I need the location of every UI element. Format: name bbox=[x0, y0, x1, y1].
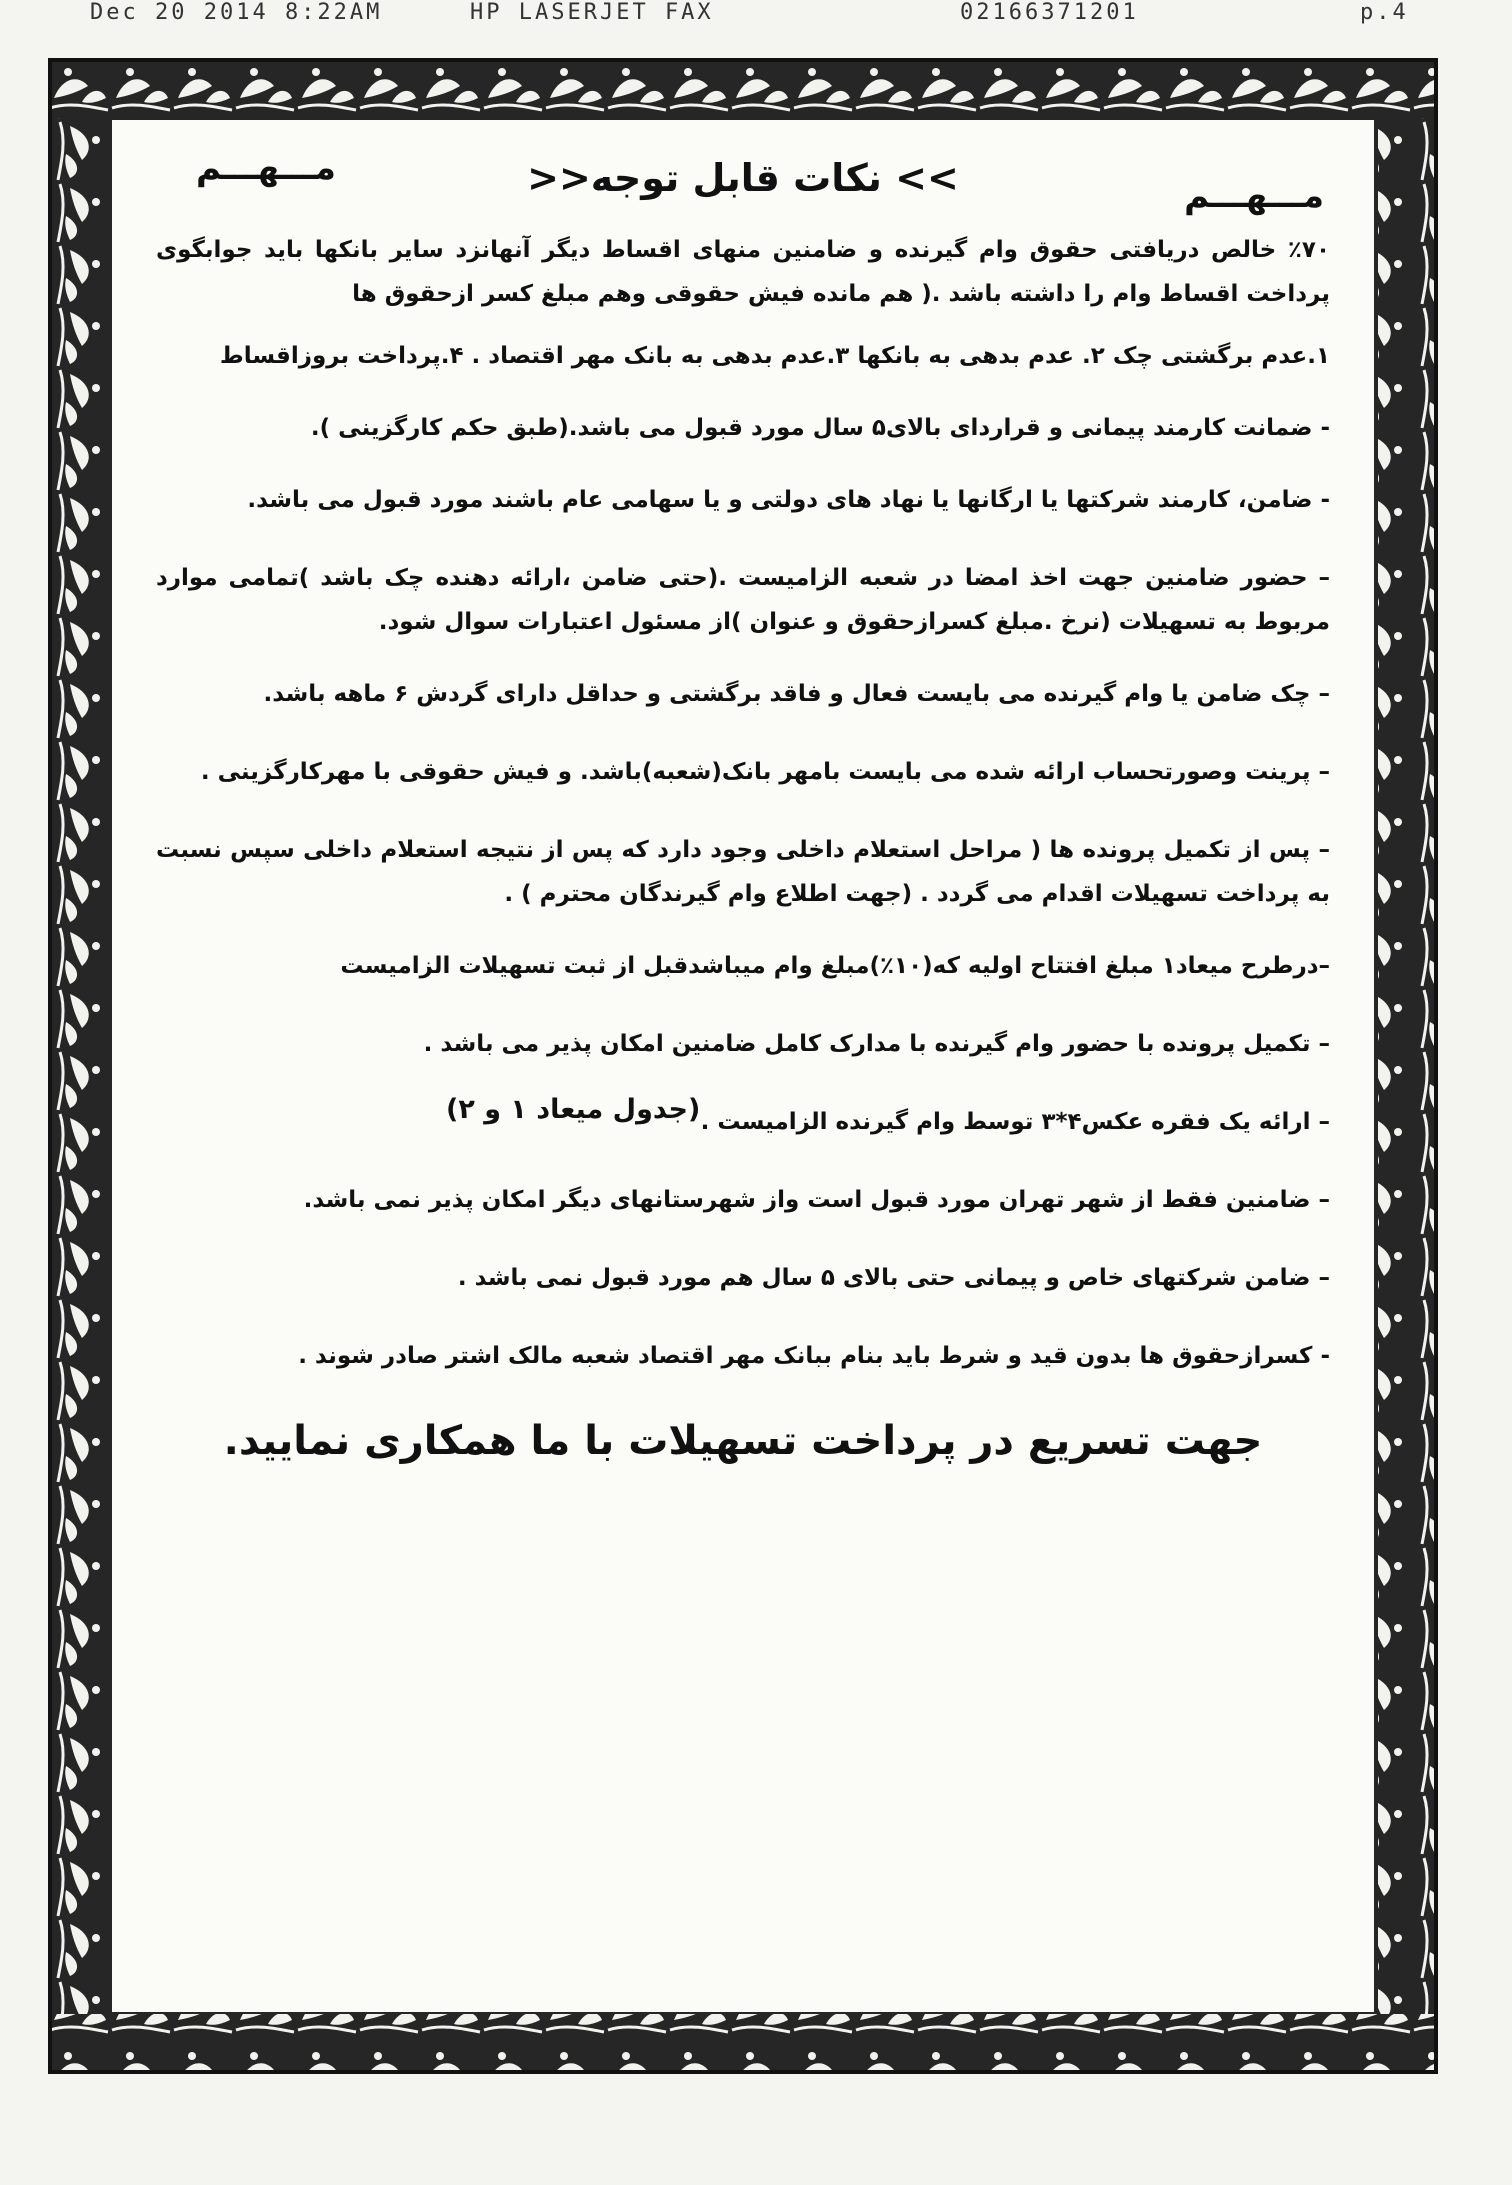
list-item: – تکمیل پرونده با حضور وام گیرنده با مدارک کامل ضامنین امکان پذیر می باشد . bbox=[423, 1031, 1330, 1057]
list-item: - ضامن، کارمند شرکتها یا ارگانها یا نهاد های دولتی و یا سهامی عام باشند مورد قبول می باشد. bbox=[247, 487, 1330, 513]
list-item: – ضامنین فقط از شهر تهران مورد قبول است واز شهرستانهای دیگر امکان پذیر نمی باشد. bbox=[303, 1187, 1330, 1213]
list-item: - کسرازحقوق ها بدون قید و شرط باید بنام ببانک مهر اقتصاد شعبه مالک اشتر صادر شوند . bbox=[298, 1343, 1330, 1369]
list-item: – ضامن شرکتهای خاص و پیمانی حتی بالای ۵ سال هم مورد قبول نمی باشد . bbox=[457, 1265, 1330, 1291]
fax-page-number: p.4 bbox=[1360, 0, 1409, 25]
important-label-right: مـــهـــم bbox=[1184, 176, 1324, 216]
fax-header bbox=[0, 0, 1512, 30]
closing-message: جهت تسریع در پرداخت تسهیلات با ما همکاری نمایید. bbox=[223, 1418, 1263, 1464]
list-item: – حضور ضامنین جهت اخذ امضا در شعبه الزامیست .(حتی ضامن ،ارائه دهنده چک باشد )تمامی موارد مربوط به تسهیلات (نرخ .مبلغ کسرازحقوق و عنوان )از مسئول اعتبارات سوال شود. bbox=[156, 565, 1330, 635]
title-row bbox=[156, 148, 1330, 228]
list-item: - ضمانت کارمند پیمانی و قراردای بالای۵ سال مورد قبول می باشد.(طبق حکم کارگزینی ). bbox=[310, 415, 1330, 441]
list-item: – چک ضامن یا وام گیرنده می بایست فعال و فاقد برگشتی و حداقل دارای گردش ۶ ماهه باشد. bbox=[263, 681, 1330, 707]
notice-content bbox=[112, 120, 1374, 2012]
list-item: – پس از تکمیل پرونده ها ( مراحل استعلام داخلی وجود دارد که پس از نتیجه استعلام داخلی سپس نسبت به پرداخت تسهیلات اقدام می گردد . (جهت اطلاع وام گیرندگان محترم ) . bbox=[156, 837, 1330, 907]
decorative-leaf-border bbox=[48, 58, 1438, 2074]
photo-requirement-row bbox=[156, 1094, 1330, 1144]
list-item: –درطرح میعاد۱ مبلغ افتتاح اولیه که(۱۰٪)مبلغ وام میباشدقبل از ثبت تسهیلات الزامیست bbox=[340, 953, 1330, 979]
list-item: – ارائه یک فقره عکس۴*۳ توسط وام گیرنده الزامیست . bbox=[700, 1109, 1330, 1135]
fax-device: HP LASERJET FAX bbox=[470, 0, 714, 25]
list-item: – پرینت وصورتحساب ارائه شده می بایست بامهر بانک(شعبه)باشد. و فیش حقوقی با مهرکارگزینی . bbox=[200, 759, 1330, 785]
fax-phone: 02166371201 bbox=[960, 0, 1139, 25]
list-item: ٪۷۰ خالص دریافتی حقوق وام گیرنده و ضامنین منهای اقساط دیگر آنهانزد سایر بانکها باید جوابگوی پرداخت اقساط وام را داشته باشد .( هم مانده فیش حقوقی وهم مبلغ کسر ازحقوق ها bbox=[156, 237, 1330, 307]
list-item: ۱.عدم برگشتی چک ۲. عدم بدهی به بانکها ۳.عدم بدهی به بانک مهر اقتصاد . ۴.پرداخت بروزاقساط bbox=[219, 343, 1330, 369]
page-title: >> نکات قابل توجه<< bbox=[527, 156, 959, 200]
table-note: (جدول میعاد ۱ و ۲) bbox=[446, 1094, 701, 1125]
important-label-left: مـــهـــم bbox=[196, 148, 336, 188]
fax-date: Dec 20 2014 8:22AM bbox=[90, 0, 383, 25]
